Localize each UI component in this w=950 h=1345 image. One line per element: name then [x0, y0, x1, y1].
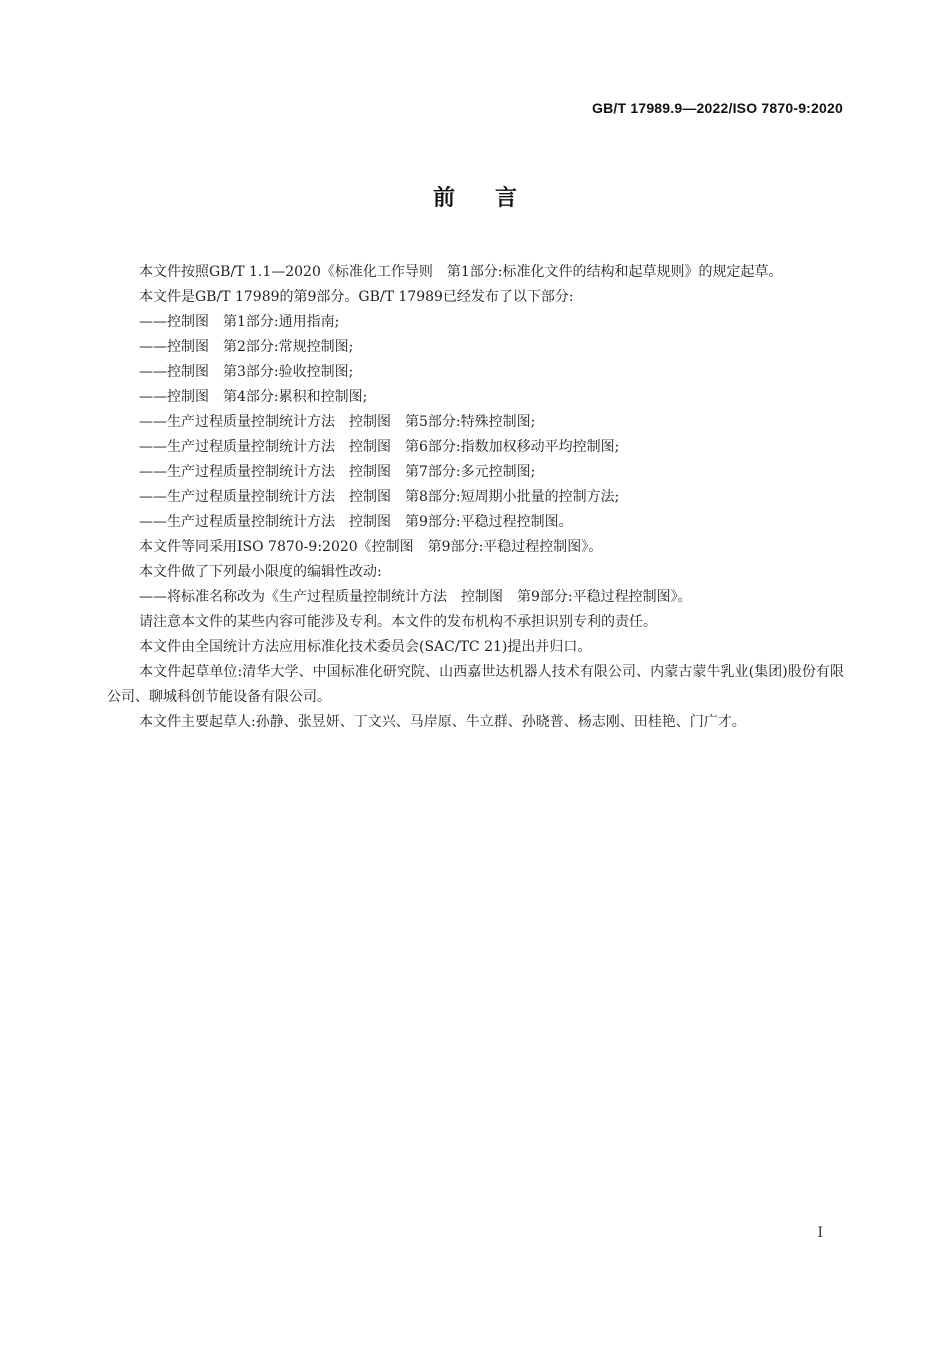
part-list-item: ——生产过程质量控制统计方法 控制图 第5部分:特殊控制图;	[139, 414, 536, 430]
drafting-units-paragraph: 本文件起草单位:清华大学、中国标准化研究院、山西嘉世达机器人技术有限公司、内蒙古蒙牛乳业(集团)股份有限公司、聊城科创节能设备有限公司。	[107, 664, 844, 705]
part-list-item: ——生产过程质量控制统计方法 控制图 第8部分:短周期小批量的控制方法;	[139, 489, 620, 505]
part-list-item: ——控制图 第1部分:通用指南;	[139, 314, 340, 330]
editorial-changes-intro: 本文件做了下列最小限度的编辑性改动:	[139, 564, 382, 580]
drafting-rule-paragraph: 本文件按照GB/T 1.1—2020《标准化工作导则 第1部分:标准化文件的结构和起草规则》的规定起草。	[139, 264, 783, 280]
page-title: 前言	[432, 186, 557, 211]
drafters-paragraph: 本文件主要起草人:孙静、张昱妍、丁文兴、马岸原、牛立群、孙晓普、杨志刚、田桂艳、门广才。	[139, 714, 746, 730]
editorial-change-item: ——将标准名称改为《生产过程质量控制统计方法 控制图 第9部分:平稳过程控制图》。	[139, 589, 692, 605]
part-list-item: ——控制图 第3部分:验收控制图;	[139, 364, 354, 380]
part-list-item: ——控制图 第4部分:累积和控制图;	[139, 389, 368, 405]
series-parts-intro: 本文件是GB/T 17989的第9部分。GB/T 17989已经发布了以下部分:	[139, 289, 574, 305]
proposer-paragraph: 本文件由全国统计方法应用标准化技术委员会(SAC/TC 21)提出并归口。	[139, 639, 592, 655]
page-number: I	[817, 1225, 823, 1241]
part-list-item: ——生产过程质量控制统计方法 控制图 第6部分:指数加权移动平均控制图;	[139, 439, 620, 455]
part-list-item: ——生产过程质量控制统计方法 控制图 第7部分:多元控制图;	[139, 464, 536, 480]
standard-code-header: GB/T 17989.9—2022/ISO 7870-9:2020	[592, 100, 843, 116]
part-list-item: ——生产过程质量控制统计方法 控制图 第9部分:平稳过程控制图。	[139, 514, 573, 530]
patent-notice: 请注意本文件的某些内容可能涉及专利。本文件的发布机构不承担识别专利的责任。	[139, 614, 657, 630]
foreword-body	[107, 260, 844, 735]
adoption-paragraph: 本文件等同采用ISO 7870-9:2020《控制图 第9部分:平稳过程控制图》。	[139, 539, 603, 555]
part-list-item: ——控制图 第2部分:常规控制图;	[139, 339, 354, 355]
